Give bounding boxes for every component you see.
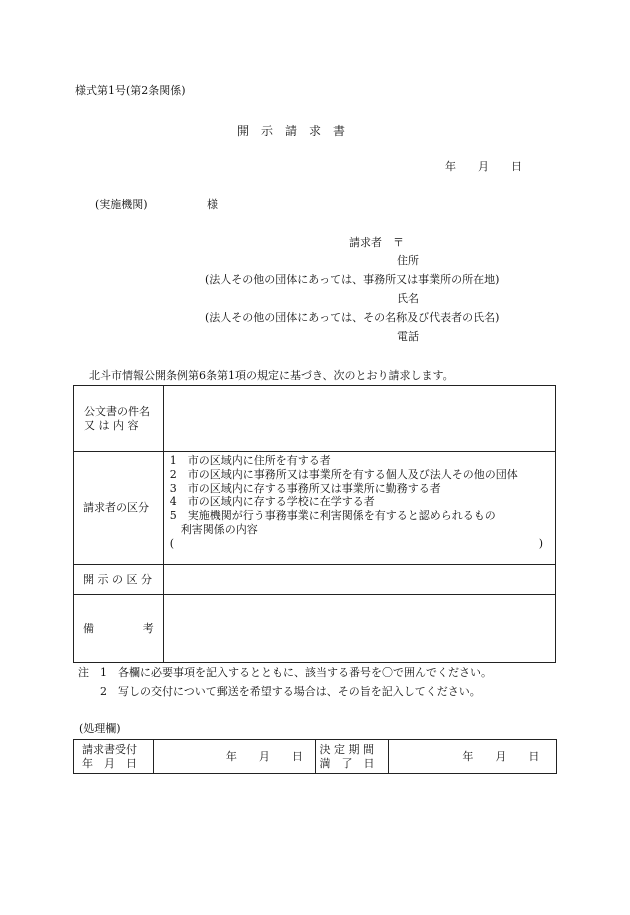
received-label-line2: 年 月 日 — [82, 756, 137, 770]
received-label-cell — [74, 740, 154, 774]
address-note: (法人その他の団体にあっては、事務所又は事業所の所在地) — [205, 273, 500, 286]
received-label-line1: 請求書受付 — [82, 742, 137, 756]
category-item[interactable]: 5 実施機関が行う事務事業に利害関係を有すると認められるもの — [169, 509, 496, 522]
category-item[interactable]: 4 市の区域内に存する学校に在学する者 — [169, 495, 375, 509]
disclosure-label: 開 示 の 区 分 — [83, 572, 152, 586]
received-date-cell[interactable] — [153, 740, 315, 774]
subject-label-cell — [74, 386, 164, 452]
note-1: 1 各欄に必要事項を記入するとともに、該当する番号を〇で囲んでください。 — [100, 666, 492, 679]
subject-label-line2: 又 は 内 容 — [84, 418, 139, 432]
processing-table — [73, 739, 557, 774]
date-line: 年 月 日 — [445, 160, 522, 173]
remarks-label-cell — [74, 595, 164, 663]
document-title: 開 示 請 求 書 — [237, 124, 346, 138]
disclosure-label-cell — [74, 565, 164, 595]
deadline-date: 年 月 日 — [462, 749, 540, 763]
note-2: 2 写しの交付について郵送を希望する場合は、その旨を記入してください。 — [100, 685, 481, 698]
interest-label: 利害関係の内容 — [180, 522, 258, 536]
paren-close: ) — [538, 536, 543, 550]
paren-open: ( — [169, 536, 175, 550]
received-date: 年 月 日 — [225, 749, 303, 763]
category-label-cell — [74, 452, 164, 565]
category-label: 請求者の区分 — [83, 501, 149, 515]
recipient-org: (実施機関) — [95, 198, 148, 211]
subject-label-line1: 公文書の件名 — [84, 404, 150, 418]
name-note: (法人その他の団体にあっては、その名称及び代表者の氏名) — [205, 311, 500, 324]
subject-input-cell[interactable] — [163, 386, 555, 452]
deadline-label-cell — [315, 740, 389, 774]
note-prefix: 注 — [78, 666, 89, 679]
name-label: 氏名 — [397, 292, 419, 305]
deadline-date-cell[interactable] — [389, 740, 557, 774]
phone-label: 電話 — [397, 330, 419, 343]
category-options-cell[interactable] — [163, 452, 555, 565]
deadline-label-line2: 満 了 日 — [319, 756, 375, 770]
form-number: 様式第1号(第2条関係) — [75, 84, 186, 97]
remarks-label-b: 考 — [142, 621, 154, 635]
category-item[interactable]: 3 市の区域内に存する事務所又は事業所に勤務する者 — [169, 481, 441, 495]
category-item[interactable]: 2 市の区域内に事務所又は事業所を有する個人及び法人その他の団体 — [169, 467, 518, 481]
request-table — [73, 385, 556, 663]
remarks-label-a: 備 — [83, 621, 94, 635]
intro-text: 北斗市情報公開条例第6条第1項の規定に基づき、次のとおり請求します。 — [89, 369, 454, 382]
address-label: 住所 — [397, 254, 419, 267]
requester-label: 請求者 〒 — [349, 236, 404, 249]
category-item[interactable]: 1 市の区域内に住所を有する者 — [169, 454, 331, 467]
recipient-honorific: 様 — [207, 198, 218, 211]
processing-title: (処理欄) — [79, 722, 121, 735]
disclosure-input-cell[interactable] — [163, 565, 555, 595]
remarks-input-cell[interactable] — [163, 595, 555, 663]
deadline-label-line1: 決 定 期 間 — [319, 742, 374, 756]
